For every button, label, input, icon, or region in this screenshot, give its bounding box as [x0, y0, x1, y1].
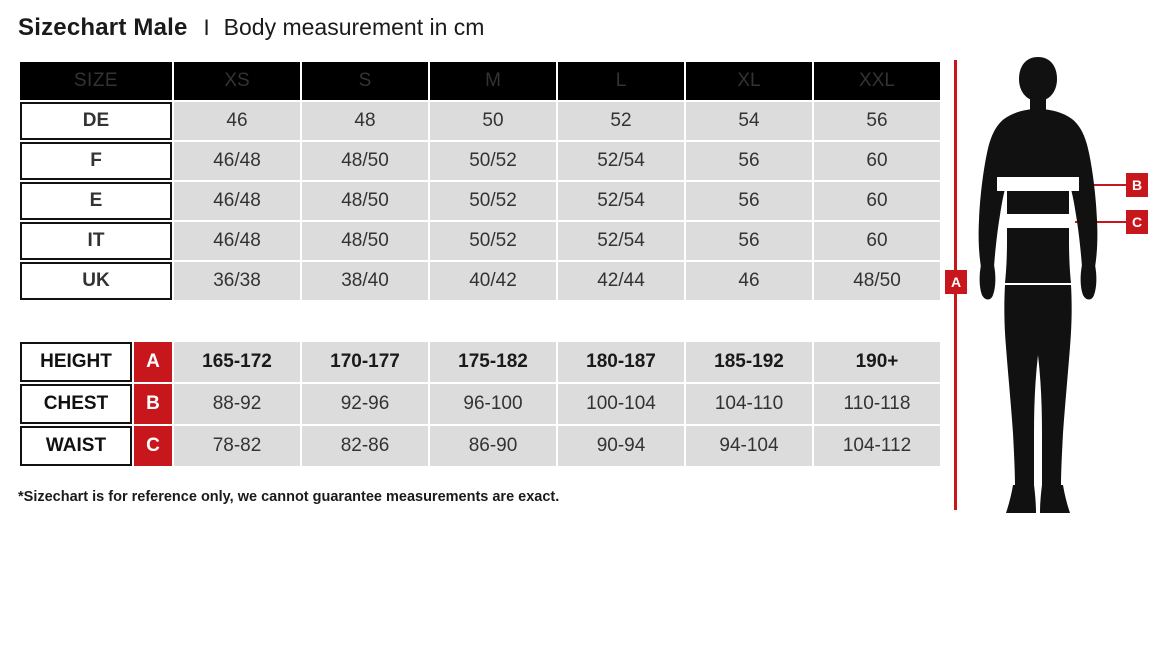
row-label-waist-text: WAIST: [20, 426, 132, 466]
figure-badge-a: A: [945, 270, 967, 294]
row-badge-c: C: [134, 426, 172, 466]
figure-badge-b: B: [1126, 173, 1148, 197]
cell-uk-xs: 36/38: [174, 262, 300, 300]
title-separator: I: [203, 15, 210, 40]
cell-height-s: 170-177: [302, 342, 428, 382]
cell-it-xs: 46/48: [174, 222, 300, 260]
row-badge-b: B: [134, 384, 172, 424]
table-spacer: [20, 302, 940, 340]
cell-e-xl: 56: [686, 182, 812, 220]
cell-height-xs: 165-172: [174, 342, 300, 382]
table-row: [20, 222, 940, 260]
cell-waist-s: 82-86: [302, 426, 428, 466]
cell-f-m: 50/52: [430, 142, 556, 180]
column-header-m: M: [430, 62, 556, 100]
cell-e-xxl: 60: [814, 182, 940, 220]
table-row: [20, 384, 940, 424]
table-row: [20, 102, 940, 140]
cell-f-xxl: 60: [814, 142, 940, 180]
cell-de-xs: 46: [174, 102, 300, 140]
column-header-l: L: [558, 62, 684, 100]
cell-e-xs: 46/48: [174, 182, 300, 220]
cell-f-l: 52/54: [558, 142, 684, 180]
table-header-row: [20, 62, 940, 100]
cell-chest-m: 96-100: [430, 384, 556, 424]
row-label-it: IT: [20, 222, 172, 260]
cell-de-l: 52: [558, 102, 684, 140]
cell-height-m: 175-182: [430, 342, 556, 382]
cell-it-s: 48/50: [302, 222, 428, 260]
table-spacer-cell: [20, 302, 940, 340]
cell-uk-s: 38/40: [302, 262, 428, 300]
cell-e-m: 50/52: [430, 182, 556, 220]
cell-de-xl: 54: [686, 102, 812, 140]
column-header-xxl: XXL: [814, 62, 940, 100]
cell-uk-m: 40/42: [430, 262, 556, 300]
row-label-de: DE: [20, 102, 172, 140]
cell-de-m: 50: [430, 102, 556, 140]
cell-chest-s: 92-96: [302, 384, 428, 424]
cell-waist-xl: 94-104: [686, 426, 812, 466]
cell-it-xl: 56: [686, 222, 812, 260]
cell-waist-m: 86-90: [430, 426, 556, 466]
cell-chest-xl: 104-110: [686, 384, 812, 424]
footnote-text: *Sizechart is for reference only, we cannot guarantee measurements are exact.: [18, 489, 560, 505]
column-header-xs: XS: [174, 62, 300, 100]
column-header-size: SIZE: [20, 62, 172, 100]
table-row: [20, 142, 940, 180]
sizechart-table: [18, 60, 942, 468]
cell-chest-xs: 88-92: [174, 384, 300, 424]
cell-de-s: 48: [302, 102, 428, 140]
row-label-uk: UK: [20, 262, 172, 300]
row-badge-a: A: [134, 342, 172, 382]
cell-it-l: 52/54: [558, 222, 684, 260]
title-main: Sizechart Male: [18, 14, 188, 41]
page-title: [18, 14, 484, 42]
cell-uk-xl: 46: [686, 262, 812, 300]
row-label-waist-holder: [20, 426, 172, 466]
cell-height-xxl: 190+: [814, 342, 940, 382]
row-label-chest-holder: [20, 384, 172, 424]
cell-height-l: 180-187: [558, 342, 684, 382]
table-row: [20, 262, 940, 300]
cell-de-xxl: 56: [814, 102, 940, 140]
row-label-e: E: [20, 182, 172, 220]
sizechart-table-wrap: [18, 60, 930, 468]
cell-waist-xs: 78-82: [174, 426, 300, 466]
table-row: [20, 182, 940, 220]
cell-uk-l: 42/44: [558, 262, 684, 300]
row-label-height: [20, 342, 172, 382]
cell-waist-l: 90-94: [558, 426, 684, 466]
column-header-s: S: [302, 62, 428, 100]
title-subtitle: Body measurement in cm: [223, 14, 485, 40]
cell-e-s: 48/50: [302, 182, 428, 220]
row-label-f: F: [20, 142, 172, 180]
male-body-silhouette-icon: [968, 55, 1108, 515]
figure-badge-c: C: [1126, 210, 1148, 234]
cell-height-xl: 185-192: [686, 342, 812, 382]
cell-e-l: 52/54: [558, 182, 684, 220]
row-label-chest: [20, 384, 172, 424]
cell-f-s: 48/50: [302, 142, 428, 180]
column-header-xl: XL: [686, 62, 812, 100]
cell-chest-l: 100-104: [558, 384, 684, 424]
row-label-height-text: HEIGHT: [20, 342, 132, 382]
body-figure: [940, 55, 1155, 515]
row-label-chest-text: CHEST: [20, 384, 132, 424]
cell-f-xs: 46/48: [174, 142, 300, 180]
row-label-height-holder: [20, 342, 172, 382]
cell-chest-xxl: 110-118: [814, 384, 940, 424]
cell-uk-xxl: 48/50: [814, 262, 940, 300]
cell-it-xxl: 60: [814, 222, 940, 260]
table-row: [20, 342, 940, 382]
cell-f-xl: 56: [686, 142, 812, 180]
cell-waist-xxl: 104-112: [814, 426, 940, 466]
row-label-waist: [20, 426, 172, 466]
table-row: [20, 426, 940, 466]
cell-it-m: 50/52: [430, 222, 556, 260]
